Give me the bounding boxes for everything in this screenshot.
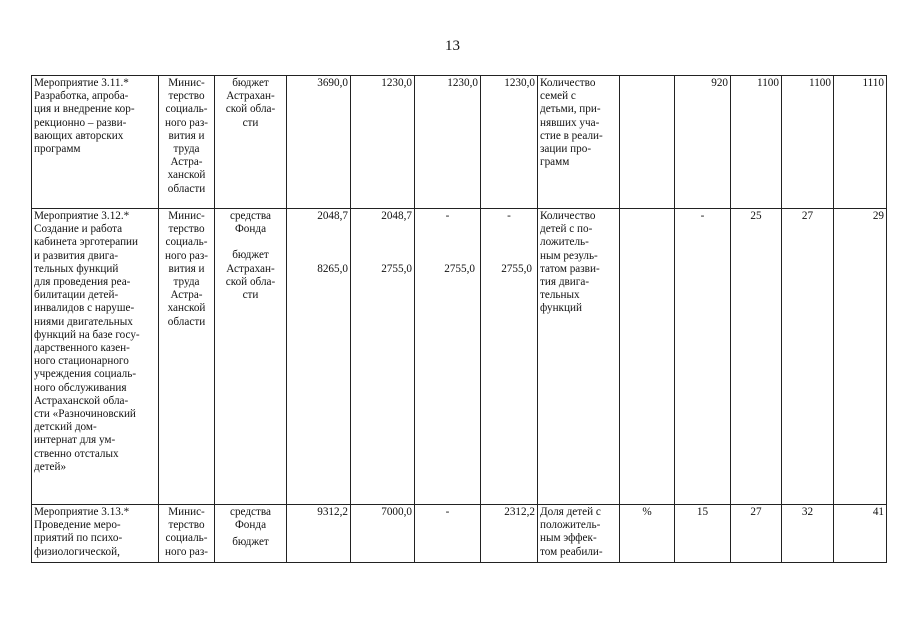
funding-source-b: бюджет — [232, 536, 269, 549]
year3-cell: 2312,2 — [481, 505, 538, 563]
indicator-value-cell: 27 — [782, 209, 834, 505]
executor-cell: Минис- терство социаль- ного раз- вития и труда Астра- ханской области — [159, 76, 215, 209]
unit-cell — [620, 209, 675, 505]
total-cell: 2048,7 8265,0 — [287, 209, 351, 505]
indicator-cell: Доля детей с положитель- ным эффек- том реабили- — [538, 505, 620, 563]
table-row — [32, 505, 887, 563]
year2-cell: 1230,0 — [415, 76, 481, 209]
funding-source-a: средства Фонда — [229, 210, 272, 236]
indicator-value-cell: 1110 — [834, 76, 887, 209]
total-cell: 9312,2 — [287, 505, 351, 563]
event-cell: Мероприятие 3.13.* Проведение меро- приятий по психо- физиологической, — [32, 505, 159, 563]
indicator-value-cell: 1100 — [731, 76, 782, 209]
year2-cell: - 2755,0 — [415, 209, 481, 505]
year1-cell: 7000,0 — [351, 505, 415, 563]
event-cell: Мероприятие 3.11.* Разработка, апроба- ция и внедрение кор- рекционно – разви- вающих авторских программ — [32, 76, 159, 209]
funding-source-cell — [215, 505, 287, 563]
table-row — [32, 209, 887, 505]
event-cell: Мероприятие 3.12.* Создание и работа кабинета эрготерапии и развития двига- тельных функций для проведения реа- билитации детей- инвалидов с наруше- ниями двигательных функций на базе госу- дарственного казен- ного стационарного учреждения социаль- ного обслуживания Астраханской обла- сти «Разночиновский детский дом- интернат для ум- ственно отсталых детей» — [32, 209, 159, 505]
year1-cell: 2048,7 2755,0 — [351, 209, 415, 505]
unit-cell: % — [620, 505, 675, 563]
executor-cell: Минис- терство социаль- ного раз- — [159, 505, 215, 563]
indicator-value-cell: 15 — [675, 505, 731, 563]
executor-cell: Минис- терство социаль- ного раз- вития и труда Астра- ханской области — [159, 209, 215, 505]
indicator-value-cell: 32 — [782, 505, 834, 563]
indicator-value-cell: 25 — [731, 209, 782, 505]
funding-source-a: средства Фонда — [229, 506, 272, 532]
indicator-value-cell: 29 — [834, 209, 887, 505]
page-number: 13 — [445, 38, 460, 54]
table-row — [32, 76, 887, 209]
year2-cell: - — [415, 505, 481, 563]
unit-cell — [620, 76, 675, 209]
indicator-value-cell: - — [675, 209, 731, 505]
year3-cell: - 2755,0 — [481, 209, 538, 505]
indicator-value-cell: 27 — [731, 505, 782, 563]
year1-cell: 1230,0 — [351, 76, 415, 209]
year3-cell: 1230,0 — [481, 76, 538, 209]
funding-source-cell: бюджет Астрахан- ской обла- сти — [215, 76, 287, 209]
funding-source-cell — [215, 209, 287, 505]
indicator-cell: Количество семей с детьми, при- нявших уча- стие в реали- зации про- грамм — [538, 76, 620, 209]
program-table — [31, 75, 887, 563]
indicator-value-cell: 41 — [834, 505, 887, 563]
indicator-value-cell: 1100 — [782, 76, 834, 209]
indicator-value-cell: 920 — [675, 76, 731, 209]
total-cell: 3690,0 — [287, 76, 351, 209]
funding-source-b: бюджет Астрахан- ской обла- сти — [225, 249, 276, 302]
indicator-cell: Количество детей с по- ложитель- ным резуль- татом разви- тия двига- тельных функций — [538, 209, 620, 505]
